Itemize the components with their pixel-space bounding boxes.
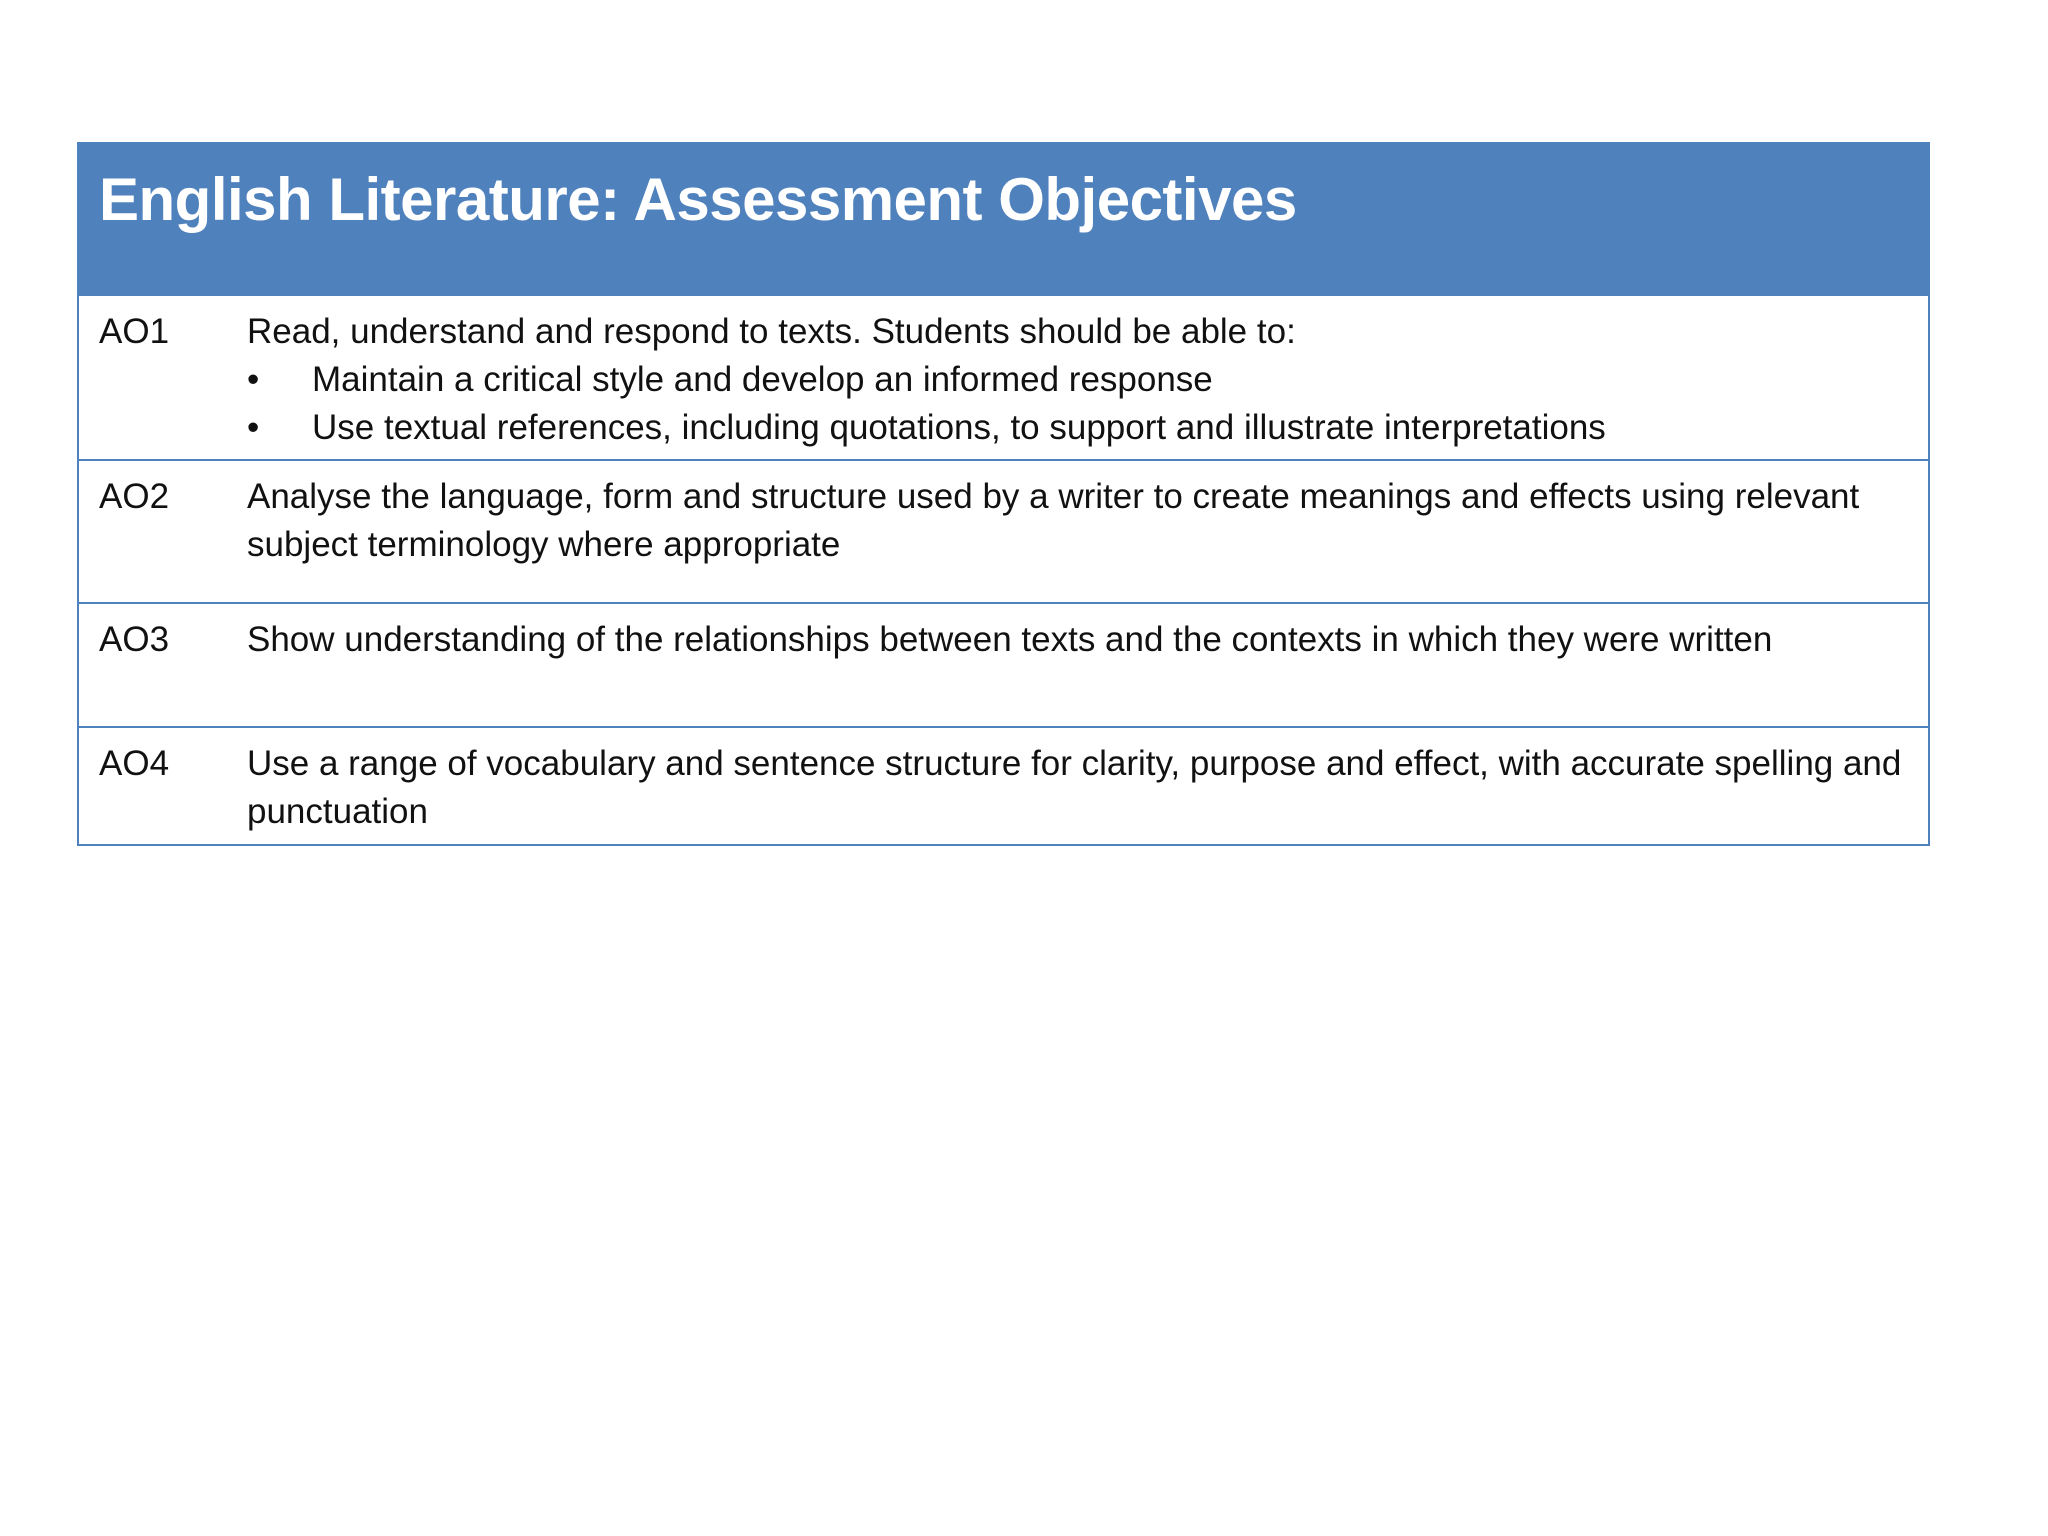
list-item — [247, 404, 1908, 452]
assessment-objectives-table — [77, 142, 1930, 846]
ao-description: Analyse the language, form and structure used by a writer to create meanings and effects using relevant subject terminology where appropriate — [247, 477, 1860, 564]
table-header — [79, 144, 1928, 296]
ao-code: AO2 — [99, 477, 170, 516]
ao-description: Show understanding of the relationships between texts and the contexts in which they were written — [247, 620, 1773, 659]
ao-code: AO1 — [99, 312, 170, 351]
table-row-ao3 — [79, 604, 1928, 728]
bullet-text: Use textual references, including quotations, to support and illustrate interpretations — [312, 408, 1606, 447]
table-row-ao4 — [79, 728, 1928, 844]
bullet-icon: • — [247, 408, 260, 447]
list-item — [247, 356, 1908, 404]
ao-description — [247, 296, 1928, 459]
ao-description: Use a range of vocabulary and sentence structure for clarity, purpose and effect, with accurate spelling and punctuation — [247, 744, 1902, 831]
ao-code: AO3 — [99, 620, 170, 659]
bullet-text: Maintain a critical style and develop an informed response — [312, 360, 1213, 399]
table-title: English Literature: Assessment Objectives — [99, 166, 1297, 233]
ao-code: AO4 — [99, 744, 170, 783]
table-row-ao2 — [79, 461, 1928, 604]
ao-description-text: Read, understand and respond to texts. Students should be able to: — [247, 312, 1296, 351]
bullet-icon: • — [247, 360, 260, 399]
ao-bullet-list — [247, 356, 1908, 452]
table-row-ao1 — [79, 296, 1928, 461]
